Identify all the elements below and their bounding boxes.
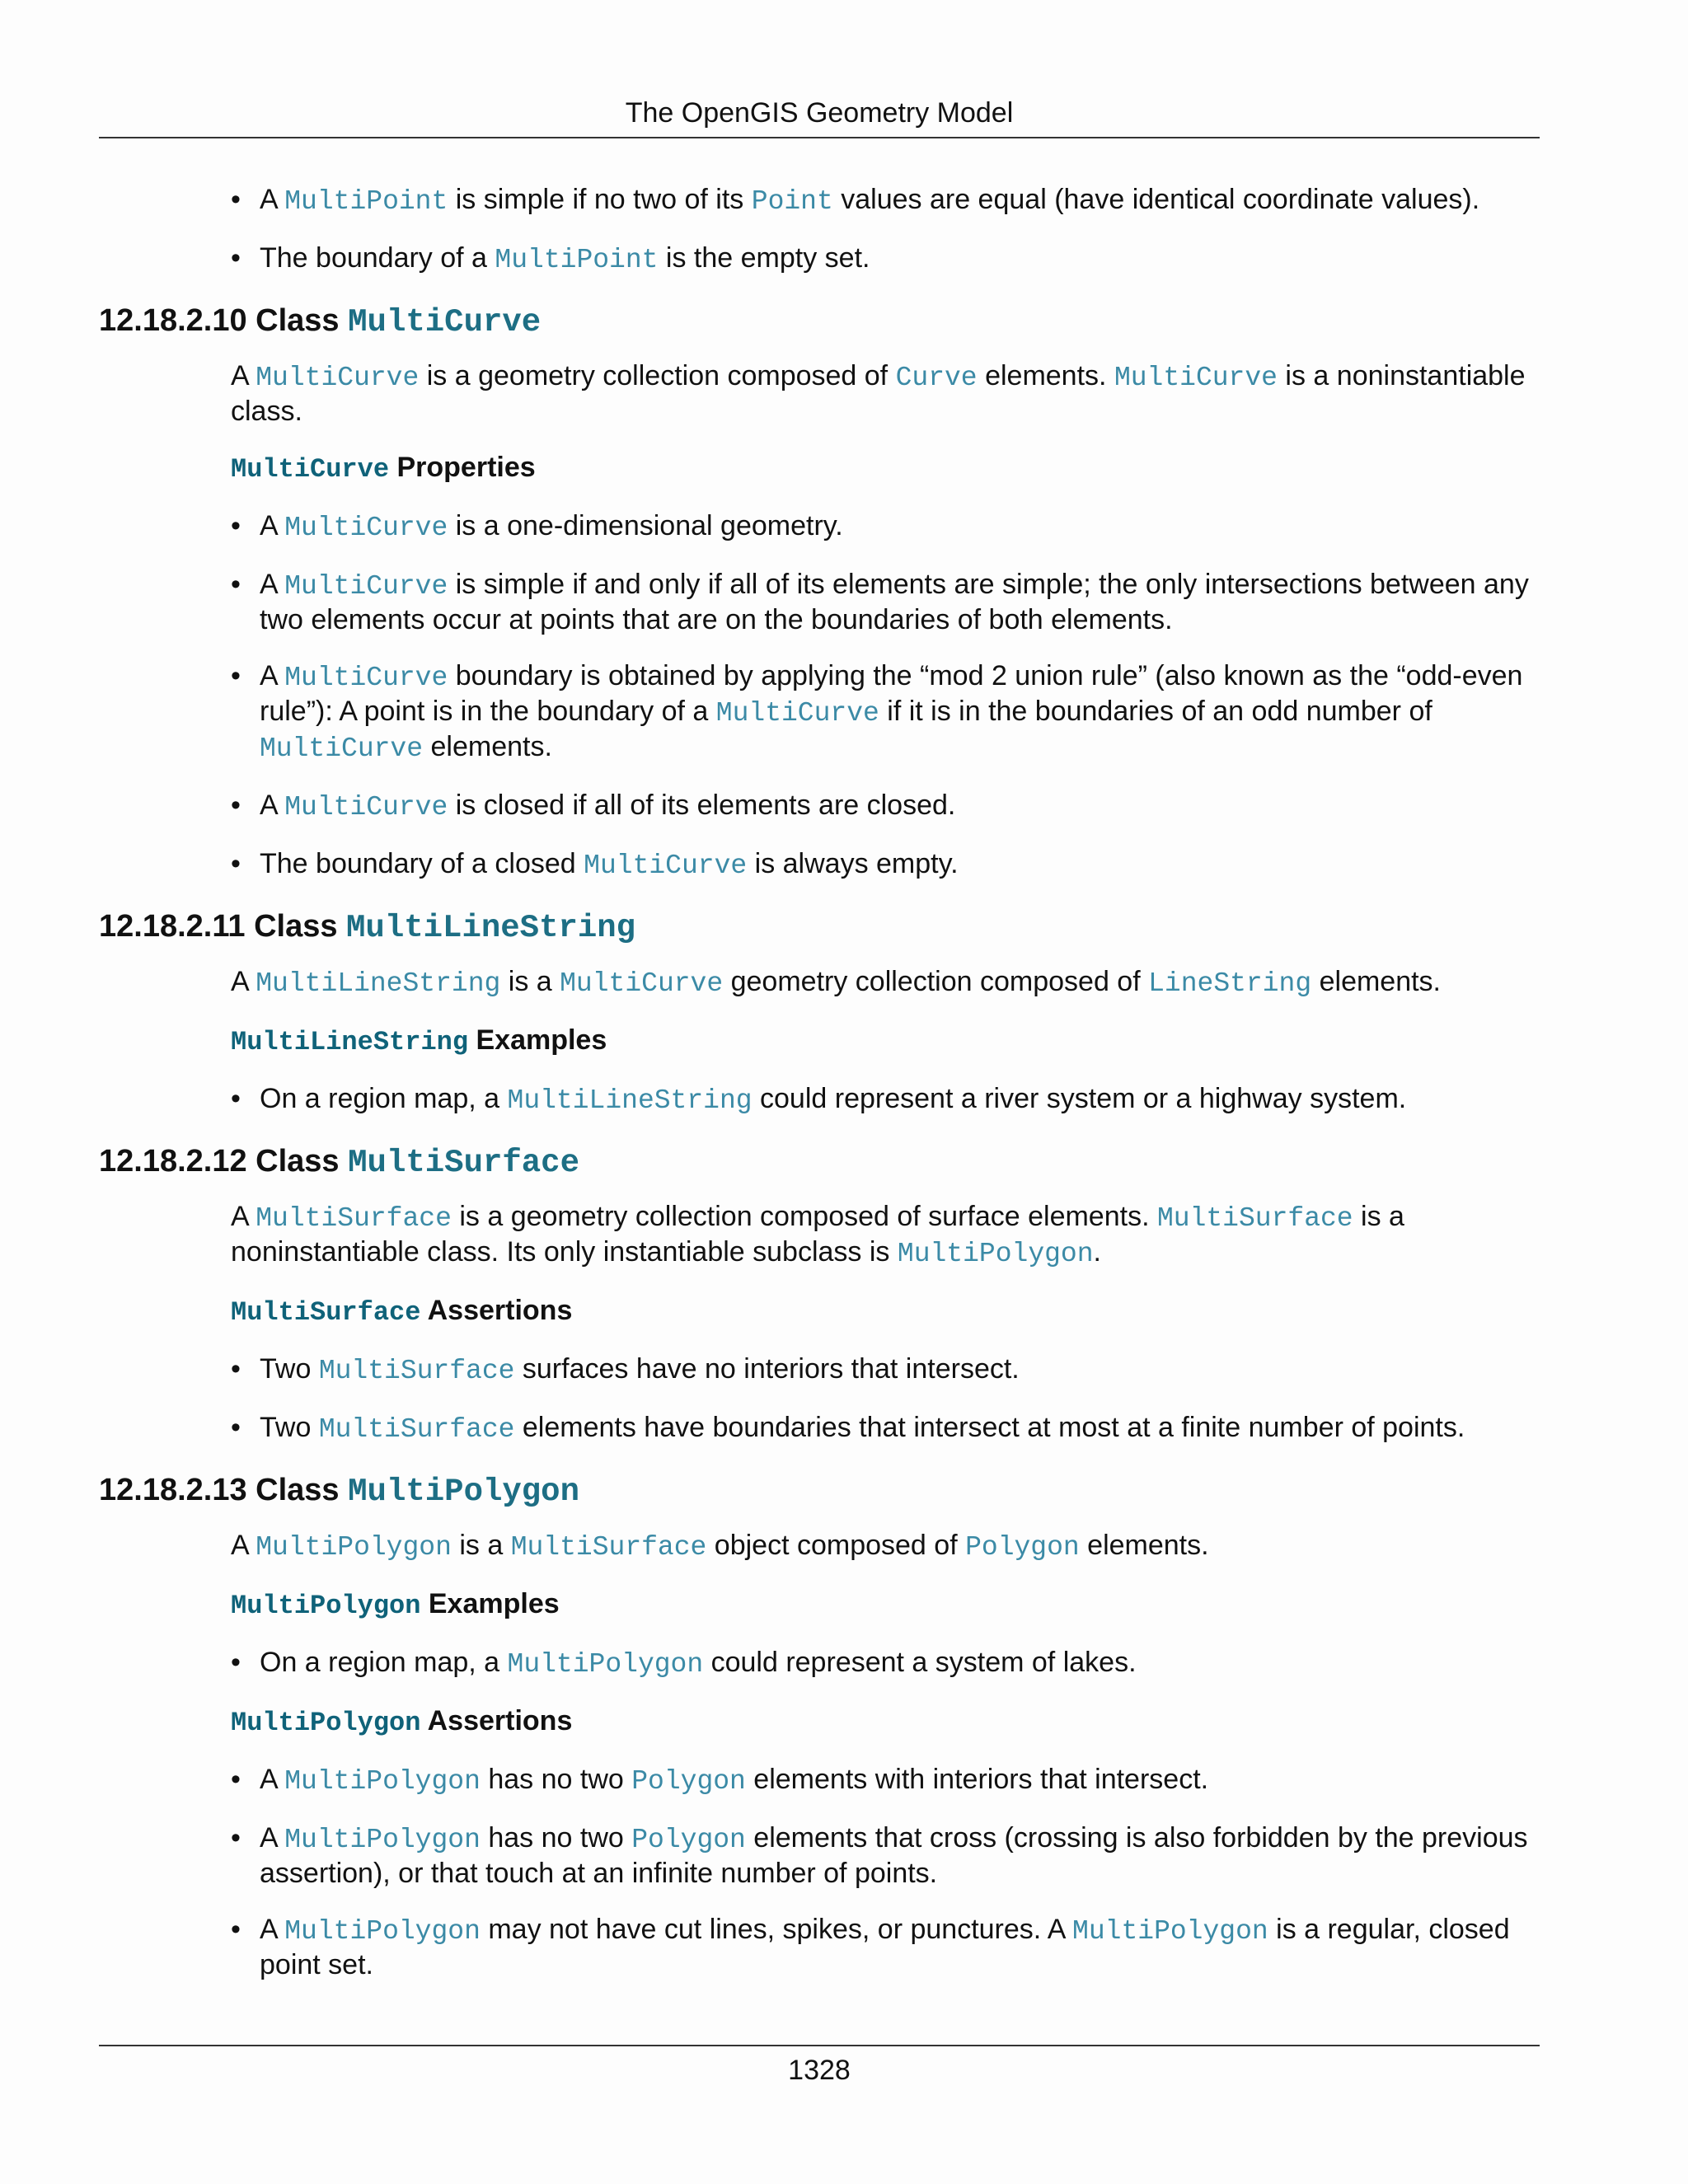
text-run: A	[260, 569, 285, 600]
bullet-item	[99, 568, 1540, 636]
inline-code: MultiPolygon	[507, 1649, 704, 1680]
text-run: elements.	[977, 360, 1114, 391]
page-header: The OpenGIS Geometry Model	[625, 97, 1014, 129]
text-run: has no two	[480, 1822, 632, 1854]
inline-code: MultiSurface	[318, 1414, 515, 1445]
class-name: MultiSurface	[348, 1145, 579, 1181]
subheading-code: MultiPolygon	[231, 1591, 421, 1621]
subheading-label: Properties	[389, 452, 536, 483]
text-run: A	[260, 1914, 285, 1945]
text-run: is always empty.	[747, 848, 959, 879]
subheading-label: Assertions	[420, 1705, 573, 1736]
text-run: is a noninstantiable class. Its only instantiable subclass is	[231, 1201, 1404, 1268]
subheading	[231, 1294, 1540, 1329]
inline-code: MultiPolygon	[897, 1239, 1094, 1269]
bullet-icon: •	[231, 790, 241, 821]
text-run: A	[231, 1530, 256, 1561]
inline-code: MultiLineString	[256, 968, 501, 999]
inline-code: MultiCurve	[284, 663, 448, 693]
bullet-item	[99, 1763, 1540, 1798]
page-number: 1328	[788, 2055, 851, 2086]
bullet-item	[99, 1082, 1540, 1118]
text-run: object composed of	[706, 1530, 966, 1561]
subheading	[231, 1704, 1540, 1740]
text-run: A	[231, 1201, 256, 1232]
text-run: is a one-dimensional geometry.	[448, 510, 843, 541]
section-heading	[99, 1141, 1540, 1183]
section-number: 12.18.2.12 Class	[99, 1144, 349, 1179]
inline-code: Polygon	[631, 1825, 746, 1855]
header-rule	[99, 137, 1540, 138]
text-run: is a	[451, 1530, 511, 1561]
bullet-icon: •	[231, 1764, 241, 1795]
text-run: A	[260, 510, 285, 541]
text-run: A	[260, 1822, 285, 1854]
text-run: surfaces have no interiors that intersect.	[514, 1353, 1020, 1385]
text-run: boundary is obtained by applying the “mod 2 union rule” (also known as the “odd-even rule”): A point is in the boundary of a	[260, 660, 1523, 727]
class-name: MultiCurve	[348, 304, 542, 340]
subheading-label: Examples	[468, 1024, 607, 1056]
bullet-icon: •	[231, 510, 241, 541]
text-run: .	[1093, 1236, 1101, 1268]
subheading	[231, 451, 1540, 486]
text-run: could represent a system of lakes.	[703, 1647, 1137, 1678]
bullet-item	[99, 847, 1540, 883]
section-number: 12.18.2.11 Class	[99, 909, 347, 944]
inline-code: MultiCurve	[560, 968, 724, 999]
bullet-icon: •	[231, 660, 241, 691]
text-run: could represent a river system or a highway system.	[752, 1083, 1407, 1114]
text-run: has no two	[480, 1764, 632, 1795]
text-run: is simple if no two of its	[448, 184, 752, 215]
inline-code: MultiPoint	[495, 245, 659, 275]
subheading-code: MultiPolygon	[231, 1708, 421, 1738]
inline-code: MultiLineString	[507, 1085, 753, 1116]
inline-code: MultiPolygon	[256, 1532, 452, 1563]
text-run: geometry collection composed of	[723, 966, 1149, 997]
text-run: is a noninstantiable class.	[231, 360, 1526, 427]
bullet-item	[99, 241, 1540, 277]
bullet-icon: •	[231, 1914, 241, 1945]
inline-code: MultiSurface	[510, 1532, 707, 1563]
text-run: A	[231, 360, 256, 391]
subheading	[231, 1024, 1540, 1059]
text-run: elements.	[423, 731, 552, 762]
subheading	[231, 1587, 1540, 1623]
paragraph	[231, 1529, 1540, 1564]
paragraph	[231, 965, 1540, 1001]
section-heading	[99, 1469, 1540, 1512]
text-run: elements.	[1079, 1530, 1209, 1561]
text-run: is closed if all of its elements are closed.	[448, 790, 956, 821]
text-run: The boundary of a closed	[260, 848, 584, 879]
text-run: elements that cross (crossing is also forbidden by the previous assertion), or that touch at an infinite number of points.	[260, 1822, 1528, 1889]
text-run: A	[260, 184, 285, 215]
bullet-item	[99, 1646, 1540, 1681]
bullet-item	[99, 1411, 1540, 1446]
section-number: 12.18.2.10 Class	[99, 303, 349, 338]
text-run: elements.	[1311, 966, 1442, 997]
bullet-item	[99, 183, 1540, 218]
text-run: if it is in the boundaries of an odd number of	[879, 696, 1432, 727]
inline-code: MultiPolygon	[284, 1766, 481, 1797]
bullet-icon: •	[231, 1647, 241, 1678]
inline-code: MultiCurve	[284, 513, 448, 543]
bullet-icon: •	[231, 1822, 241, 1854]
text-run: Two	[260, 1353, 319, 1385]
text-run: is a geometry collection composed of	[419, 360, 896, 391]
bullet-icon: •	[231, 1353, 241, 1385]
inline-code: MultiCurve	[256, 363, 420, 393]
text-run: The boundary of a	[260, 242, 495, 274]
inline-code: MultiPoint	[284, 186, 448, 217]
bullet-item	[99, 1913, 1540, 1981]
bullet-icon: •	[231, 1412, 241, 1443]
class-name: MultiLineString	[346, 910, 636, 946]
footer-rule	[99, 2045, 1540, 2046]
inline-code: MultiSurface	[1156, 1203, 1353, 1234]
inline-code: Curve	[895, 363, 978, 393]
text-run: elements have boundaries that intersect at most at a finite number of points.	[514, 1412, 1465, 1443]
inline-code: MultiCurve	[1114, 363, 1278, 393]
text-run: elements with interiors that intersect.	[745, 1764, 1209, 1795]
inline-code: MultiCurve	[284, 571, 448, 602]
text-run: is a geometry collection composed of surface elements.	[451, 1201, 1157, 1232]
text-run: A	[260, 790, 285, 821]
text-run: is simple if and only if all of its elements are simple; the only intersections between any two elements occur at points that are on the boundaries of both elements.	[260, 569, 1529, 635]
bullet-icon: •	[231, 569, 241, 600]
text-run: Two	[260, 1412, 319, 1443]
subheading-label: Examples	[420, 1588, 560, 1619]
section-heading	[99, 300, 1540, 343]
section-number: 12.18.2.13 Class	[99, 1473, 349, 1507]
inline-code: LineString	[1148, 968, 1312, 999]
paragraph	[231, 1200, 1540, 1271]
inline-code: MultiCurve	[584, 851, 748, 881]
bullet-icon: •	[231, 184, 241, 215]
text-run: On a region map, a	[260, 1083, 508, 1114]
bullet-item	[99, 1352, 1540, 1388]
subheading-code: MultiLineString	[231, 1027, 469, 1057]
document-body	[99, 183, 1540, 2004]
class-name: MultiPolygon	[348, 1474, 579, 1510]
inline-code: MultiCurve	[260, 733, 424, 764]
bullet-icon: •	[231, 848, 241, 879]
subheading-code: MultiSurface	[231, 1297, 421, 1328]
bullet-item	[99, 789, 1540, 824]
bullet-item	[99, 659, 1540, 766]
text-run: values are equal (have identical coordinate values).	[832, 184, 1480, 215]
text-run: is a regular, closed point set.	[260, 1914, 1510, 1980]
section-heading	[99, 906, 1540, 949]
text-run: is the empty set.	[658, 242, 870, 274]
bullet-icon: •	[231, 1083, 241, 1114]
text-run: is a	[500, 966, 560, 997]
bullet-item	[99, 509, 1540, 545]
paragraph	[231, 359, 1540, 428]
text-run: A	[260, 660, 285, 691]
inline-code: MultiPolygon	[284, 1825, 481, 1855]
inline-code: Polygon	[965, 1532, 1080, 1563]
inline-code: Point	[751, 186, 833, 217]
bullet-item	[99, 1821, 1540, 1890]
bullet-icon: •	[231, 242, 241, 274]
inline-code: MultiSurface	[318, 1356, 515, 1386]
text-run: On a region map, a	[260, 1647, 508, 1678]
inline-code: MultiCurve	[284, 792, 448, 823]
text-run: may not have cut lines, spikes, or punctures. A	[480, 1914, 1073, 1945]
subheading-code: MultiCurve	[231, 454, 390, 485]
inline-code: MultiSurface	[256, 1203, 452, 1234]
inline-code: MultiPolygon	[284, 1916, 481, 1947]
subheading-label: Assertions	[420, 1295, 573, 1326]
inline-code: MultiCurve	[715, 698, 879, 729]
text-run: A	[260, 1764, 285, 1795]
inline-code: Polygon	[631, 1766, 746, 1797]
text-run: A	[231, 966, 256, 997]
inline-code: MultiPolygon	[1072, 1916, 1268, 1947]
